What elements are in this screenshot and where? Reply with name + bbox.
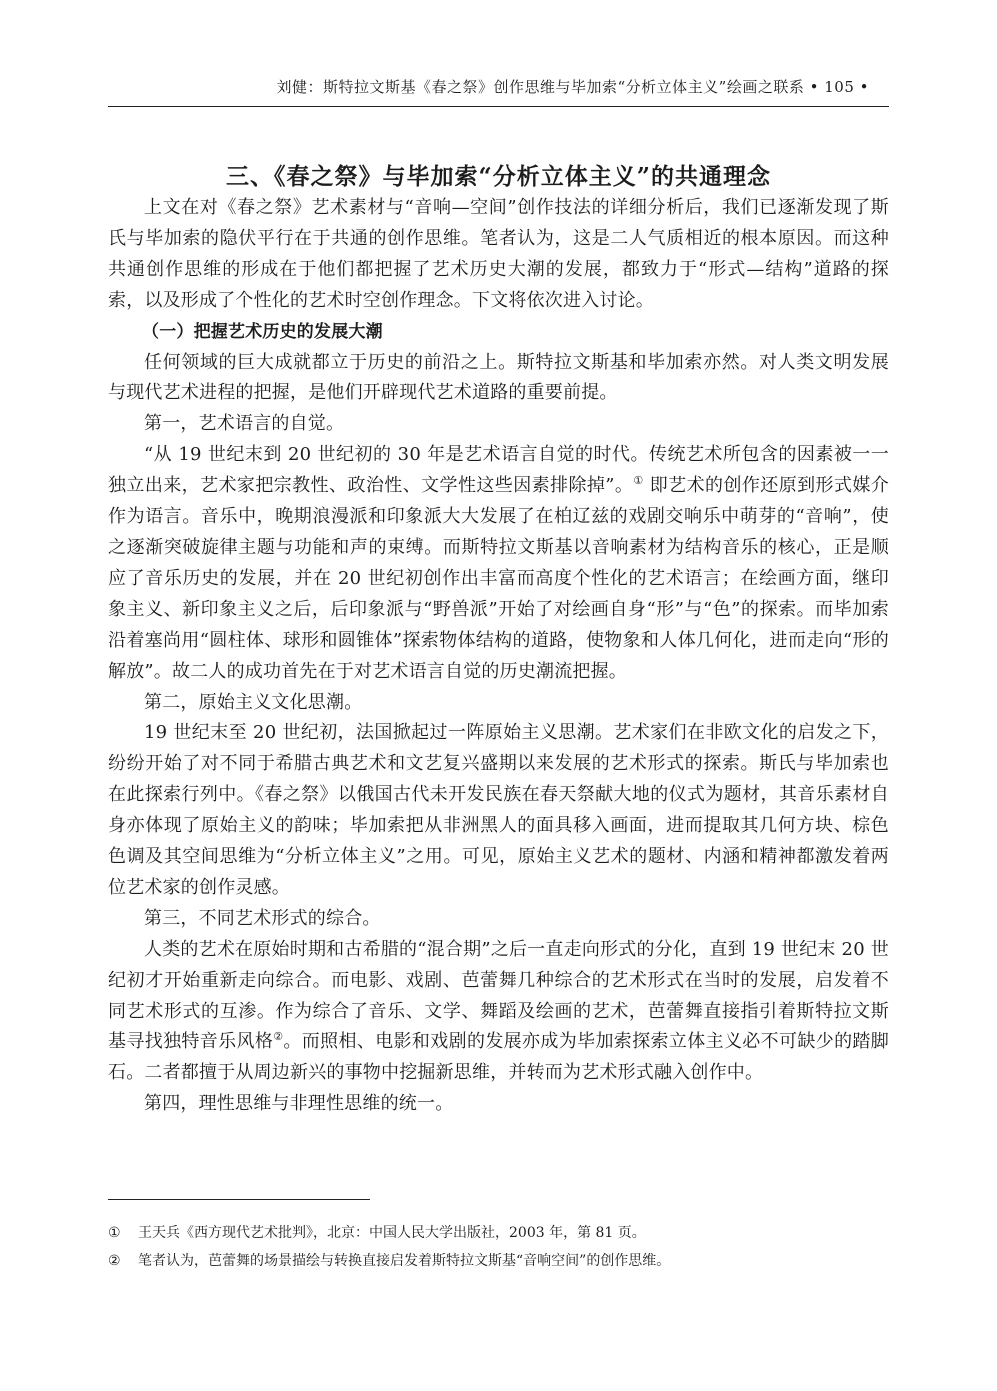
paragraph-point-one: 第一，艺术语言的自觉。	[144, 413, 345, 435]
footnote-marker-1[interactable]: ①	[633, 474, 644, 488]
paragraph-primitivism: 19 世纪末至 20 世纪初，法国掀起过一阵原始主义思潮。艺术家们在非欧文化的启发之下，纷纷开始了对不同于希腊古典艺术和文艺复兴盛期以来发展的艺术形式的探索。斯氏与毕加索也在此探索行列中。《春之祭》以俄国古代未开发民族在春天祭献大地的仪式为题材，其音乐素材自身亦体现了原始主义的韵味；毕加索把从非洲黑人的面具移入画面，进而提取其几何方块、棕色色调及其空间思维为“分析立体主义”之用。可见，原始主义艺术的题材、内涵和精神都激发着两位艺术家的创作灵感。	[108, 722, 889, 898]
footnote-text: 王天兵《西方现代艺术批判》，北京：中国人民大学出版社，2003 年，第 81 页。	[138, 1225, 646, 1241]
paragraph-synthesis	[108, 935, 889, 1090]
paragraph-intro: 上文在对《春之祭》艺术素材与“音响—空间”创作技法的详细分析后，我们已逐渐发现了斯氏与毕加索的隐伏平行在于共通的创作思维。笔者认为，这是二人气质相近的根本原因。而这种共通创作思维的形成在于他们都把握了艺术历史大潮的发展，都致力于“形式—结构”道路的探索，以及形成了个性化的艺术时空创作理念。下文将依次进入讨论。	[108, 197, 889, 311]
running-head: 刘健：斯特拉文斯基《春之祭》创作思维与毕加索“分析立体主义”绘画之联系 • 105 •	[276, 78, 869, 96]
paragraph-point-two: 第二，原始主义文化思潮。	[144, 691, 363, 713]
section-title: 三、《春之祭》与毕加索“分析立体主义”的共通理念	[226, 163, 771, 191]
paragraph-point-four: 第四，理性思维与非理性思维的统一。	[144, 1093, 454, 1115]
footnotes	[108, 1219, 889, 1275]
header-rule	[108, 106, 889, 107]
footnote-marker-2[interactable]: ②	[273, 1030, 284, 1044]
paragraph-history: 任何领域的巨大成就都立于历史的前沿之上。斯特拉文斯基和毕加索亦然。对人类文明发展与现代艺术进程的把握，是他们开辟现代艺术道路的重要前提。	[108, 351, 889, 404]
footnote-text: 笔者认为，芭蕾舞的场景描绘与转换直接启发着斯特拉文斯基“音响空间”的创作思维。	[138, 1253, 671, 1269]
footnote-1	[108, 1219, 889, 1247]
paragraph-text: 人类的艺术在原始时期和古希腊的“混合期”之后一直走向形式的分化，直到 19 世纪末 20 世纪初才开始重新走向综合。而电影、戏剧、芭蕾舞几种综合的艺术形式在当时的发展，启发着不同艺术形式的互渗。作为综合了音乐、文学、舞蹈及绘画的艺术，芭蕾舞直接指引着斯特拉文斯基寻找独特音乐风格	[108, 938, 889, 1053]
paragraph-text: “从 19 世纪末到 20 世纪初的 30 年是艺术语言自觉的时代。传统艺术所包含的因素被一一独立出来，艺术家把宗教性、政治性、文学性这些因素排除掉”。	[108, 444, 889, 497]
footnote-rule	[108, 1199, 370, 1200]
footnote-number: ①	[108, 1225, 121, 1241]
paragraph-art-language	[108, 440, 889, 687]
paragraph-text: 。而照相、电影和戏剧的发展亦成为毕加索探索立体主义必不可缺少的踏脚石。二者都擅于从周边新兴的事物中挖掘新思维，并转而为艺术形式融入创作中。	[108, 1031, 889, 1084]
footnote-2	[108, 1247, 889, 1275]
paragraph-point-three: 第三，不同艺术形式的综合。	[144, 907, 381, 929]
subsection-heading: （一）把握艺术历史的发展大潮	[142, 321, 383, 342]
body-text	[108, 193, 889, 1120]
footnote-number: ②	[108, 1253, 121, 1269]
paragraph-text: 即艺术的创作还原到形式媒介作为语言。音乐中，晚期浪漫派和印象派大大发展了在柏辽兹的戏剧交响乐中萌芽的“音响”，使之逐渐突破旋律主题与功能和声的束缚。而斯特拉文斯基以音响素材为结构音乐的核心，正是顺应了音乐历史的发展，并在 20 世纪初创作出丰富而高度个性化的艺术语言；在绘画方面，继印象主义、新印象主义之后，后印象派与“野兽派”开始了对绘画自身“形”与“色”的探索。而毕加索沿着塞尚用“圆柱体、球形和圆锥体”探索物体结构的道路，使物象和人体几何化，进而走向“形的解放”。故二人的成功首先在于对艺术语言自觉的历史潮流把握。	[108, 475, 889, 682]
